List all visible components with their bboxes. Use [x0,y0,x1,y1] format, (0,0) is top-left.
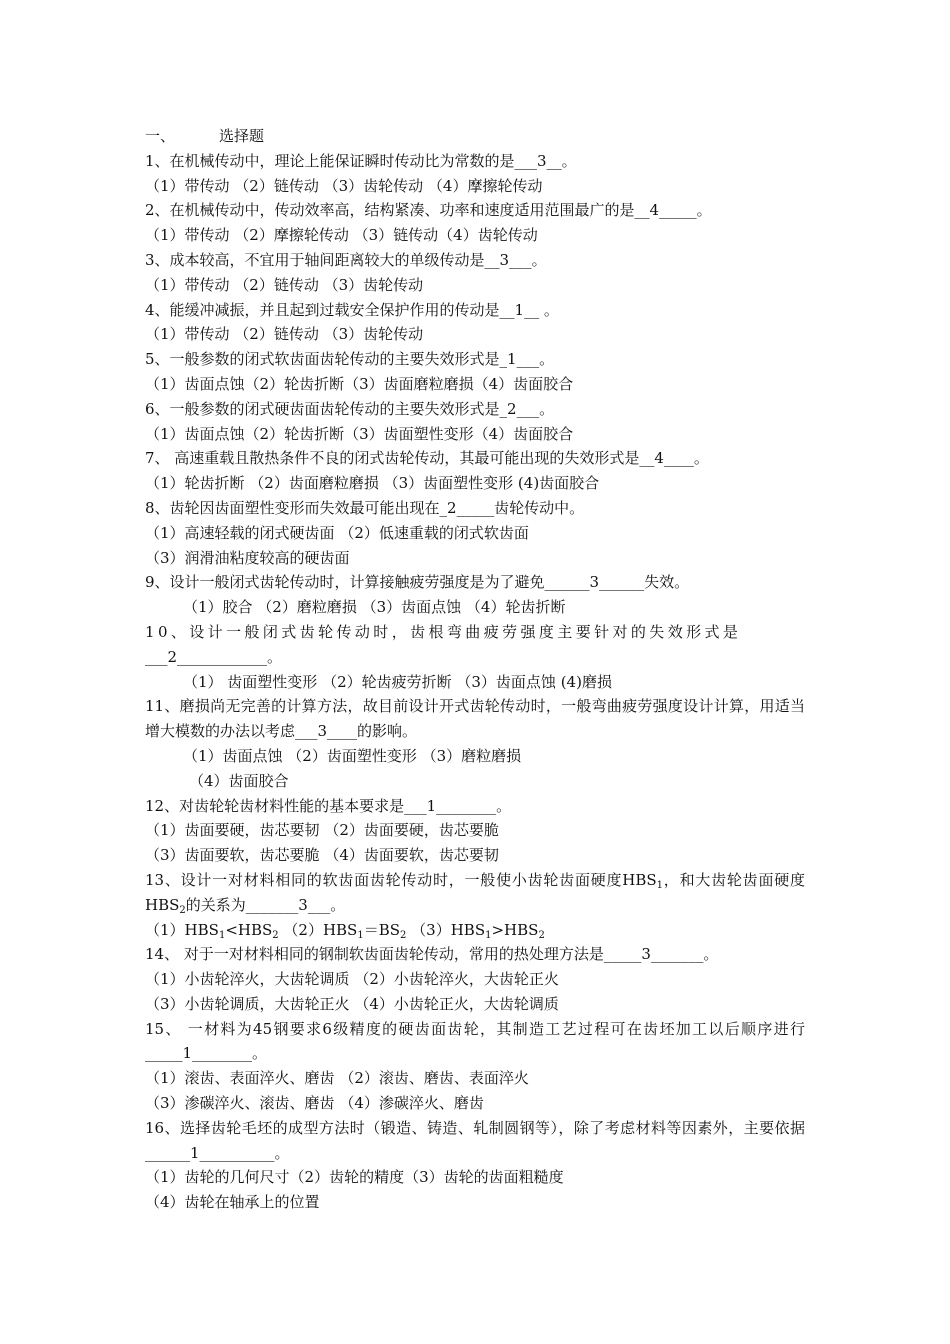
question-2: 2、在机械传动中，传动效率高，结构紧凑、功率和速度适用范围最广的是__4_____。 [145,201,712,220]
question-13: 13、设计一对材料相同的软齿面齿轮传动时，一般使小齿轮齿面硬度$HBS_1$，和大齿轮齿面硬度$HBS_2$的关系为_______3___。 [145,870,805,916]
question-16-options-a: （1）齿轮的几何尺寸（2）齿轮的精度（3）齿轮的齿面粗糙度 [145,1168,564,1187]
question-4: 4、能缓冲减振，并且起到过载安全保护作用的传动是__1__ 。 [145,300,559,319]
question-16-options-b: （4）齿轮在轴承上的位置 [145,1193,320,1212]
section-title: 选择题 [219,127,265,145]
section-number: 一、 [145,127,176,145]
question-12-options-b: （3）齿面要软，齿芯要脆 （4）齿面要软，齿芯要韧 [145,846,499,865]
question-4-options: （1）带传动 （2）链传动 （3）齿轮传动 [145,325,424,344]
question-14-options-b: （3）小齿轮调质，大齿轮正火 （4）小齿轮正火，大齿轮调质 [145,994,559,1013]
question-7: 7、 高速重载且散热条件不良的闭式齿轮传动，其最可能出现的失效形式是__4____。 [145,449,709,468]
question-11-options-b: （4）齿面胶合 [189,771,289,790]
question-15: 15、 一材料为45钢要求6级精度的硬齿面齿轮，其制造工艺过程可在齿坯加工以后顺序进行_____1________。 [145,1019,805,1063]
question-9: 9、设计一般闭式齿轮传动时，计算接触疲劳强度是为了避免______3______失效。 [145,573,690,592]
section-heading [145,124,805,149]
question-8: 8、齿轮因齿面塑性变形而失效最可能出现在_2_____齿轮传动中。 [145,498,585,517]
question-list [145,124,805,1215]
question-2-options: （1）带传动 （2）摩擦轮传动 （3）链传动（4）齿轮传动 [145,226,538,245]
question-14: 14、 对于一对材料相同的钢制软齿面齿轮传动，常用的热处理方法是_____3_______。 [145,945,719,964]
question-3-options: （1）带传动 （2）链传动 （3）齿轮传动 [145,275,424,294]
question-9-options: （1）胶合 （2）磨粒磨损 （3）齿面点蚀 （4）轮齿折断 [183,598,566,617]
question-15-options-b: （3）渗碳淬火、滚齿、磨齿 （4）渗碳淬火、磨齿 [145,1094,484,1113]
question-15-options-a: （1）滚齿、表面淬火、磨齿 （2）滚齿、磨齿、表面淬火 [145,1069,529,1088]
question-12: 12、对齿轮轮齿材料性能的基本要求是___1________。 [145,796,512,815]
question-5-options: （1）齿面点蚀（2）轮齿折断（3）齿面磨粒磨损（4）齿面胶合 [145,374,574,393]
question-5: 5、一般参数的闭式软齿面齿轮传动的主要失效形式是_1___。 [145,350,555,369]
question-10-line2: ___2____________。 [145,647,283,666]
question-7-options: （1）轮齿折断 （2）齿面磨粒磨损 （3）齿面塑性变形 (4)齿面胶合 [145,474,600,493]
question-6: 6、一般参数的闭式硬齿面齿轮传动的主要失效形式是_2___。 [145,399,555,418]
question-16: 16、选择齿轮毛坯的成型方法时（锻造、铸造、轧制圆钢等），除了考虑材料等因素外，主要依据______1__________。 [145,1118,805,1162]
question-12-options-a: （1）齿面要硬，齿芯要韧 （2）齿面要硬，齿芯要脆 [145,821,499,840]
question-6-options: （1）齿面点蚀（2）轮齿折断（3）齿面塑性变形（4）齿面胶合 [145,424,574,443]
question-10-options: （1） 齿面塑性变形 （2）轮齿疲劳折断 （3）齿面点蚀 (4)磨损 [183,672,612,691]
question-14-options-a: （1）小齿轮淬火，大齿轮调质 （2）小齿轮淬火，大齿轮正火 [145,970,559,989]
question-13-options: $(1)HBS_1<HBS_2$ $(2)HBS_1=BS_2$ $(3)HBS_1>HBS_2$ [145,920,545,941]
question-11-options-a: （1）齿面点蚀 （2）齿面塑性变形 （3）磨粒磨损 [183,746,522,765]
question-1-options: （1）带传动 （2）链传动 （3）齿轮传动 （4）摩擦轮传动 [145,176,543,195]
question-11: 11、磨损尚无完善的计算方法，故目前设计开式齿轮传动时，一般弯曲疲劳强度设计计算，用适当增大模数的办法以考虑___3____的影响。 [145,697,805,741]
question-8-options-b: （3）润滑油粘度较高的硬齿面 [145,548,350,567]
question-8-options-a: （1）高速轻载的闭式硬齿面 （2）低速重载的闭式软齿面 [145,523,529,542]
question-1: 1、在机械传动中，理论上能保证瞬时传动比为常数的是___3__。 [145,151,577,170]
question-3: 3、成本较高，不宜用于轴间距离较大的单级传动是__3___。 [145,250,547,269]
question-10-line1: 10、设计一般闭式齿轮传动时，齿根弯曲疲劳强度主要针对的失效形式是 [145,622,742,641]
